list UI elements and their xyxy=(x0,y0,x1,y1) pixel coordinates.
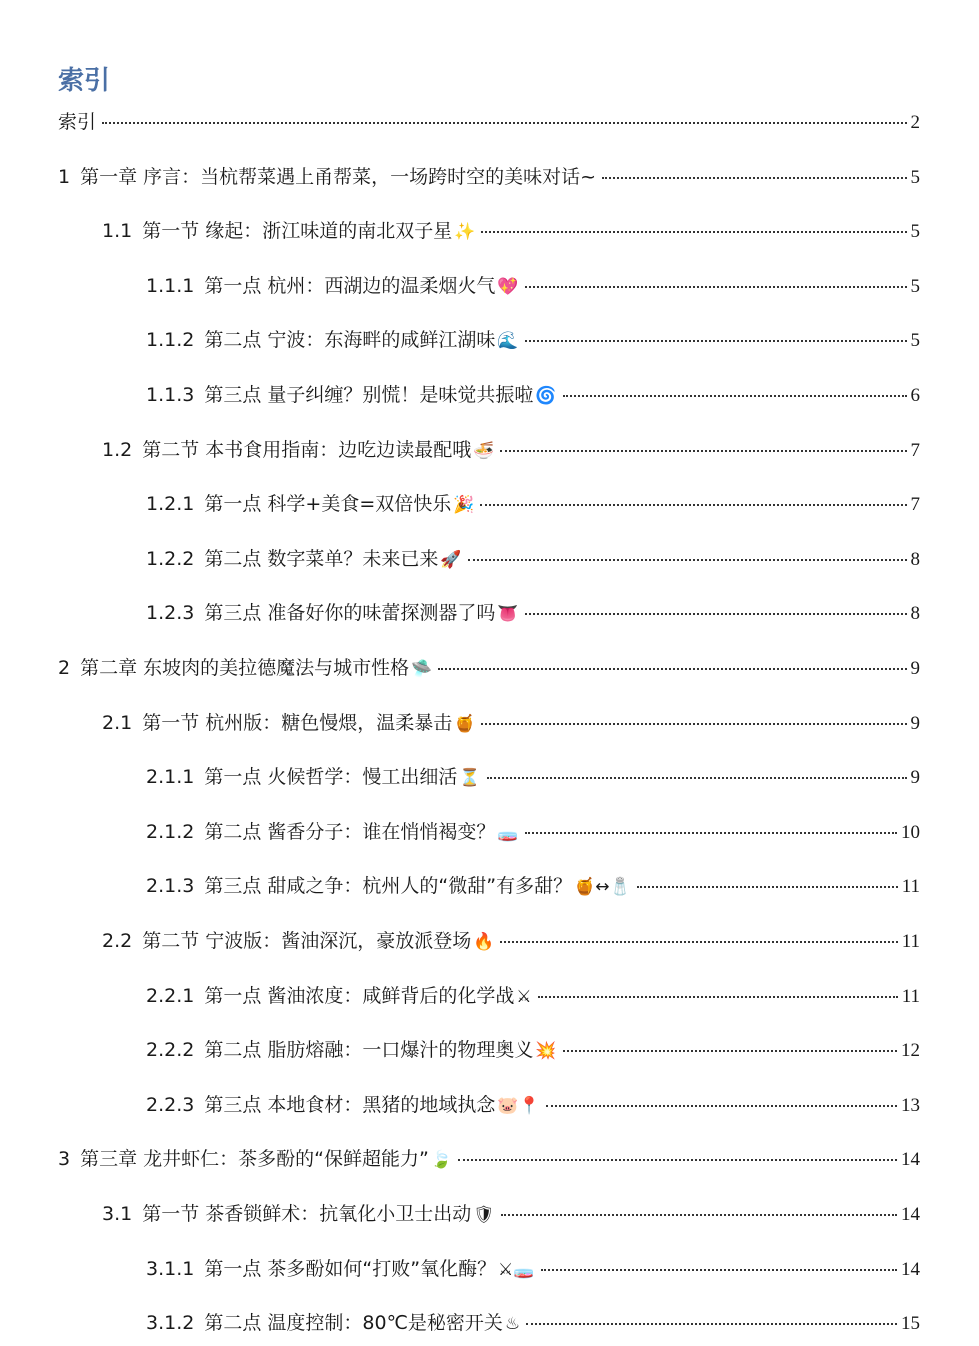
dot-leader xyxy=(102,122,906,124)
dot-leader xyxy=(525,340,907,342)
emoji-icon: 🌊 xyxy=(497,331,519,352)
toc-entry-number: 2 xyxy=(58,657,71,679)
dot-leader xyxy=(480,504,906,506)
emoji-icon: 🛸 xyxy=(411,659,433,679)
toc-entry-title: 第三点 量子纠缠？别慌！是味觉共振啦 xyxy=(204,384,534,406)
dot-leader xyxy=(538,996,898,998)
toc-entry[interactable] xyxy=(102,437,920,464)
toc-entry[interactable] xyxy=(146,382,920,409)
toc-entry-title: 第一点 杭州：西湖边的温柔烟火气 xyxy=(204,274,496,297)
toc-entry-page: 7 xyxy=(910,439,920,461)
toc-entry-page: 10 xyxy=(901,821,920,843)
emoji-icon: 🧫 xyxy=(497,822,519,843)
toc-entry[interactable] xyxy=(146,1256,920,1283)
toc-entry-number: 1.2.1 xyxy=(146,493,195,516)
toc-entry-number: 1.1.1 xyxy=(146,274,195,297)
dot-leader xyxy=(526,1323,897,1325)
dot-leader xyxy=(500,941,897,943)
emoji-icon: 🍯↔🧂 xyxy=(574,877,631,898)
toc-entry-page: 13 xyxy=(901,1094,920,1116)
emoji-icon: 🍃 xyxy=(430,1150,452,1171)
toc-entry[interactable] xyxy=(146,764,920,791)
dot-leader xyxy=(481,723,906,725)
toc-entry-page: 9 xyxy=(910,767,920,789)
toc-entry-number: 1.1 xyxy=(102,220,133,243)
toc-entry-number: 1.1.2 xyxy=(146,329,195,352)
toc-entry-number: 1 xyxy=(58,165,71,188)
toc-entry-title: 第二点 脂肪熔融：一口爆汁的物理奥义 xyxy=(204,1039,534,1062)
toc-entry-page: 14 xyxy=(901,1149,920,1171)
toc-entry-number: 1.2.3 xyxy=(146,602,195,625)
toc-entry-page: 15 xyxy=(901,1313,920,1335)
toc-entry-title: 第三点 本地食材：黑猪的地域执念 xyxy=(204,1093,496,1116)
toc-entry-title: 第二点 宁波：东海畔的咸鲜江湖味 xyxy=(204,329,496,352)
toc-entry[interactable] xyxy=(102,1201,920,1228)
toc-entry-page: 12 xyxy=(901,1040,920,1062)
toc-entry-number: 2.1 xyxy=(102,711,133,734)
toc-entry[interactable] xyxy=(146,273,920,300)
toc-entry[interactable] xyxy=(146,546,920,573)
toc-entry-number: 2.1.3 xyxy=(146,875,195,898)
toc-entry[interactable] xyxy=(146,819,920,846)
emoji-icon: 🛡 xyxy=(473,1205,495,1225)
dot-leader xyxy=(546,1105,897,1107)
toc-entry[interactable] xyxy=(102,710,920,737)
emoji-icon: 🌀 xyxy=(535,386,557,406)
toc-entry-title: 第一章 序言：当杭帮菜遇上甬帮菜，一场跨时空的美味对话~ xyxy=(80,165,597,188)
toc-entry-title: 第二节 宁波版：酱油深沉，豪放派登场 xyxy=(142,930,472,952)
emoji-icon: 🔥 xyxy=(473,932,495,952)
emoji-icon: 👅 xyxy=(497,604,519,625)
toc-entry[interactable] xyxy=(102,218,920,245)
toc-entry-number: 3.1.2 xyxy=(146,1312,195,1335)
toc-entry[interactable] xyxy=(146,491,920,518)
dot-leader xyxy=(563,1050,897,1052)
toc-entry-title: 第一点 茶多酚如何“打败”氧化酶？ xyxy=(204,1257,497,1280)
toc-entry-title: 第二点 酱香分子：谁在悄悄褐变？ xyxy=(204,820,496,843)
emoji-icon: ⚔🧫 xyxy=(498,1259,535,1280)
toc-entry-page: 6 xyxy=(910,385,920,406)
toc-entry-page: 11 xyxy=(901,985,920,1007)
toc-entry-title: 第一点 火候哲学：慢工出细活 xyxy=(204,766,458,789)
emoji-icon: 💖 xyxy=(497,276,519,297)
toc-entry-title: 第二点 温度控制：80℃是秘密开关 xyxy=(204,1312,503,1335)
toc-entry-page: 11 xyxy=(901,876,920,898)
emoji-icon: 💥 xyxy=(535,1041,557,1062)
toc-entry[interactable] xyxy=(58,164,920,191)
toc-entry[interactable] xyxy=(58,655,920,682)
toc-entry-page: 11 xyxy=(901,931,920,952)
emoji-icon: ♨ xyxy=(504,1314,521,1335)
toc-entry-page: 9 xyxy=(910,658,920,679)
toc-entry-number: 1.2.2 xyxy=(146,547,195,570)
toc-entry-title: 第一点 酱油浓度：咸鲜背后的化学战 xyxy=(204,984,515,1007)
toc-entry-title: 第三点 准备好你的味蕾探测器了吗 xyxy=(204,602,496,625)
toc-entry-number: 2.2 xyxy=(102,930,133,952)
toc-entry-number: 3 xyxy=(58,1148,71,1171)
toc-entry-title: 第三点 甜咸之争：杭州人的“微甜”有多甜？ xyxy=(204,875,573,898)
dot-leader xyxy=(525,286,907,288)
toc-entry-number: 1.1.3 xyxy=(146,384,195,406)
toc-entry-page: 5 xyxy=(910,221,920,243)
emoji-icon: 🍜 xyxy=(473,440,495,461)
dot-leader xyxy=(468,559,907,561)
toc-entry-title: 第一节 缘起：浙江味道的南北双子星 xyxy=(142,220,453,243)
toc-entry-page: 5 xyxy=(910,330,920,352)
toc-entry[interactable] xyxy=(58,1146,920,1173)
emoji-icon: 🍯 xyxy=(454,713,476,734)
dot-leader xyxy=(602,177,906,179)
emoji-icon: 🚀 xyxy=(440,549,462,570)
toc-entry[interactable] xyxy=(146,983,920,1010)
toc-entry-page: 14 xyxy=(901,1204,920,1225)
emoji-icon: ✨ xyxy=(454,222,476,243)
dot-leader xyxy=(487,777,907,779)
dot-leader xyxy=(541,1269,897,1271)
emoji-icon: ⚔ xyxy=(516,986,532,1007)
toc-entry-title: 第二节 本书食用指南：边吃边读最配哦 xyxy=(142,438,472,461)
toc-entry-title: 第三章 龙井虾仁：茶多酚的“保鲜超能力” xyxy=(80,1148,429,1171)
toc-entry-page: 5 xyxy=(910,275,920,297)
dot-leader xyxy=(525,832,897,834)
toc-entry-page: 8 xyxy=(910,548,920,570)
toc-entry-title: 第一节 茶香锁鲜术：抗氧化小卫士出动 xyxy=(142,1203,472,1225)
toc-entry-number: 2.2.2 xyxy=(146,1039,195,1062)
toc-entry[interactable] xyxy=(146,600,920,627)
toc-entry-page: 9 xyxy=(910,712,920,734)
toc-entry-title: 第一点 科学+美食=双倍快乐 xyxy=(204,493,452,516)
toc-entry-number: 1.2 xyxy=(102,438,133,461)
toc-entry[interactable] xyxy=(102,928,920,955)
toc-entry-number: 2.1.1 xyxy=(146,766,195,789)
toc-entry[interactable] xyxy=(146,1092,920,1119)
toc-entry-title: 索引 xyxy=(58,111,97,133)
toc-entry-number: 2.1.2 xyxy=(146,820,195,843)
dot-leader xyxy=(501,1214,897,1216)
dot-leader xyxy=(481,231,906,233)
toc-entry[interactable] xyxy=(146,1310,920,1337)
toc-entry-page: 7 xyxy=(910,494,920,516)
toc-entry-title: 第二点 数字菜单？未来已来 xyxy=(204,547,439,570)
toc-entry-number: 2.2.1 xyxy=(146,984,195,1007)
toc-entry-number: 3.1 xyxy=(102,1203,133,1225)
dot-leader xyxy=(500,450,906,452)
toc-entry-page: 14 xyxy=(901,1258,920,1280)
toc-entry-number: 3.1.1 xyxy=(146,1257,195,1280)
dot-leader xyxy=(438,668,906,670)
emoji-icon: 🐷📍 xyxy=(497,1095,540,1116)
emoji-icon: ⏳ xyxy=(459,768,481,789)
toc-entry-page: 2 xyxy=(910,112,920,133)
emoji-icon: 🎉 xyxy=(453,495,475,516)
index-heading: 索引 xyxy=(58,66,111,96)
toc-entry[interactable] xyxy=(146,873,920,900)
dot-leader xyxy=(525,613,907,615)
toc-entry[interactable] xyxy=(146,327,920,354)
dot-leader xyxy=(637,886,898,888)
toc-entry[interactable] xyxy=(146,1037,920,1064)
toc-entry-title: 第一节 杭州版：糖色慢煨，温柔暴击 xyxy=(142,711,453,734)
dot-leader xyxy=(458,1159,897,1161)
toc-entry[interactable] xyxy=(58,109,920,136)
toc-entry-number: 2.2.3 xyxy=(146,1093,195,1116)
toc-entry-title: 第二章 东坡肉的美拉德魔法与城市性格 xyxy=(80,657,410,679)
toc-entry-page: 8 xyxy=(910,603,920,625)
dot-leader xyxy=(563,395,907,397)
toc-entry-page: 5 xyxy=(910,166,920,188)
